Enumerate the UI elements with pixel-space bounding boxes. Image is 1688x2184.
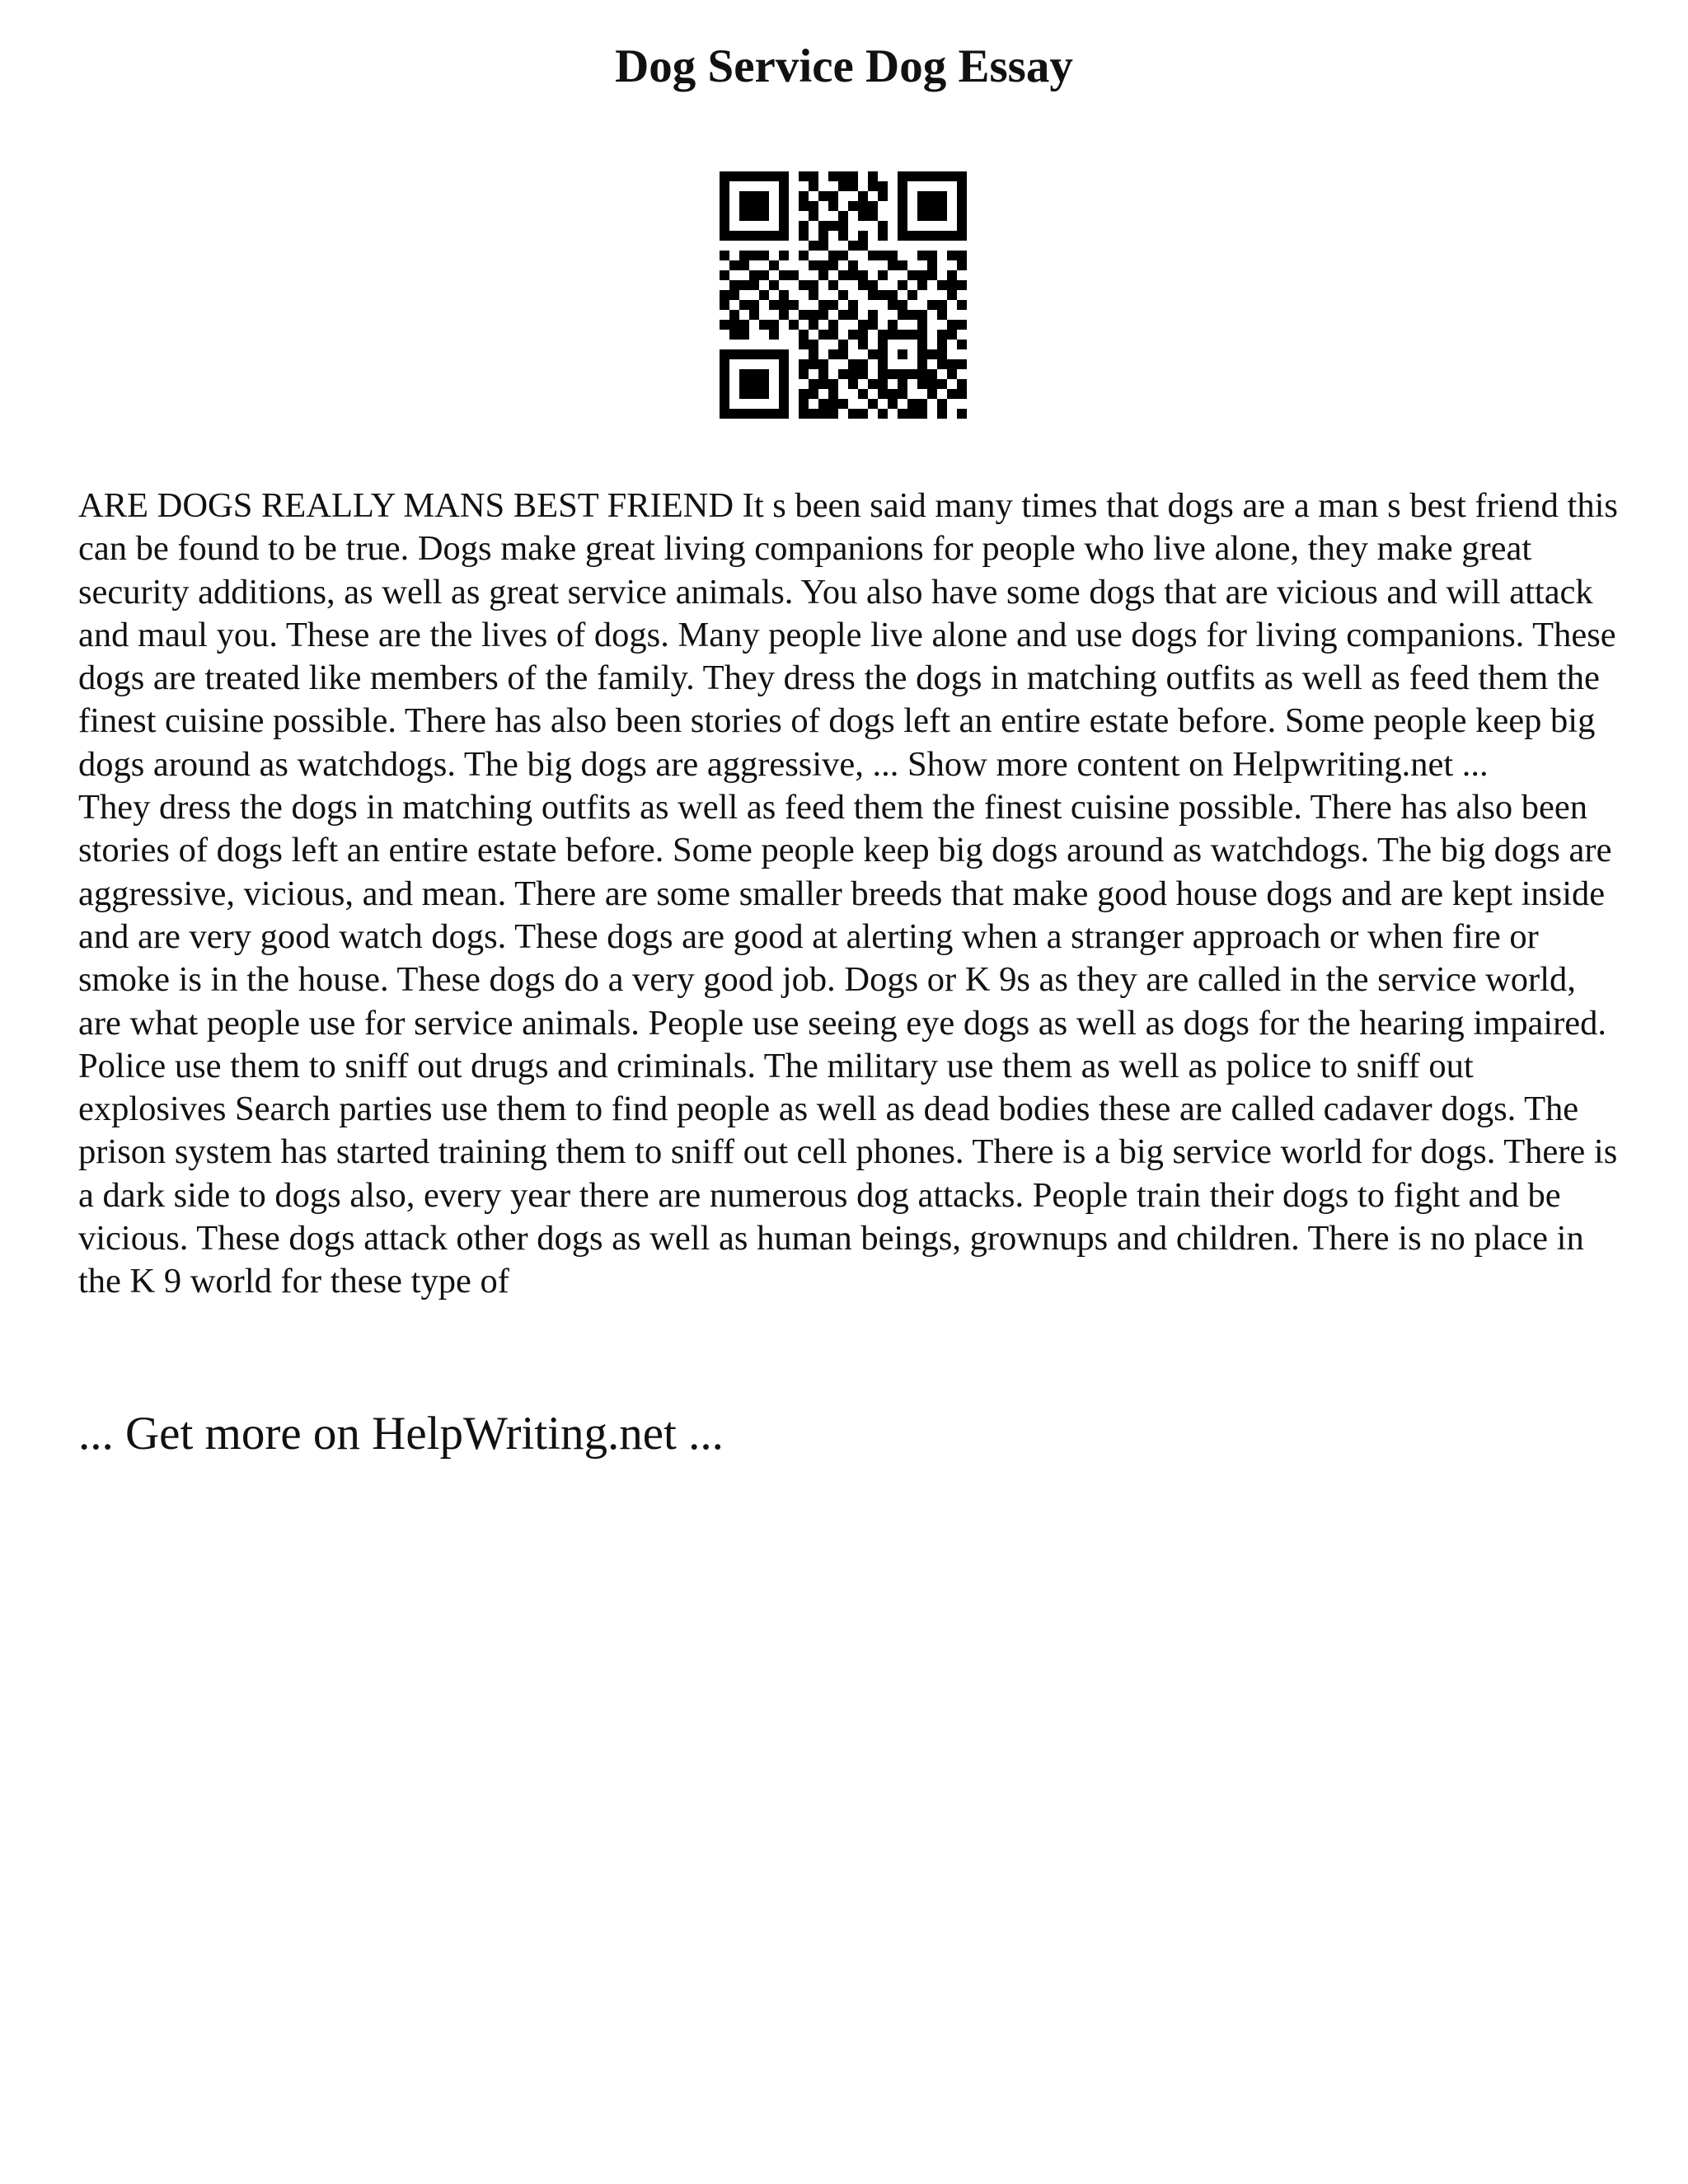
document-title: Dog Service Dog Essay: [615, 40, 1073, 92]
get-more-link[interactable]: ... Get more on HelpWriting.net ...: [78, 1408, 724, 1460]
essay-paragraph: ARE DOGS REALLY MANS BEST FRIEND It s been said many times that dogs are a man s best friend this can be found to be true. Dogs make great living companions for people who live alone, they make great security additions, as well as great service animals. You also have some dogs that are vicious and will attack and maul you. These are the lives of dogs. Many people live alone and use dogs for living companions. These dogs are treated like members of the family. They dress the dogs in matching outfits as well as feed them the finest cuisine possible. There has also been stories of dogs left an entire estate before. Some people keep big dogs around as watchdogs. The big dogs are aggressive, ... Show more content on Helpwriting.net ...: [78, 486, 1618, 784]
essay-body: [78, 485, 1620, 1304]
qr-code-icon: [720, 171, 967, 419]
essay-paragraph: They dress the dogs in matching outfits as well as feed them the finest cuisine possible. There has also been stories of dogs left an entire estate before. Some people keep big dogs around as watchdogs. The big dogs are aggressive, vicious, and mean. There are some smaller breeds that make good house dogs and are kept inside and are very good watch dogs. These dogs are good at alerting when a stranger approach or when fire or smoke is in the house. These dogs do a very good job. Dogs or K 9s as they are called in the service world, are what people use for service animals. People use seeing eye dogs as well as dogs for the hearing impaired. Police use them to sniff out drugs and criminals. The military use them as well as police to sniff out explosives Search parties use them to find people as well as dead bodies these are called cadaver dogs. The prison system has started training them to sniff out cell phones. There is a big service world for dogs. There is a dark side to dogs also, every year there are numerous dog attacks. People train their dogs to fight and be vicious. These dogs attack other dogs as well as human beings, grownups and children. There is no place in the K 9 world for these type of: [78, 788, 1618, 1301]
